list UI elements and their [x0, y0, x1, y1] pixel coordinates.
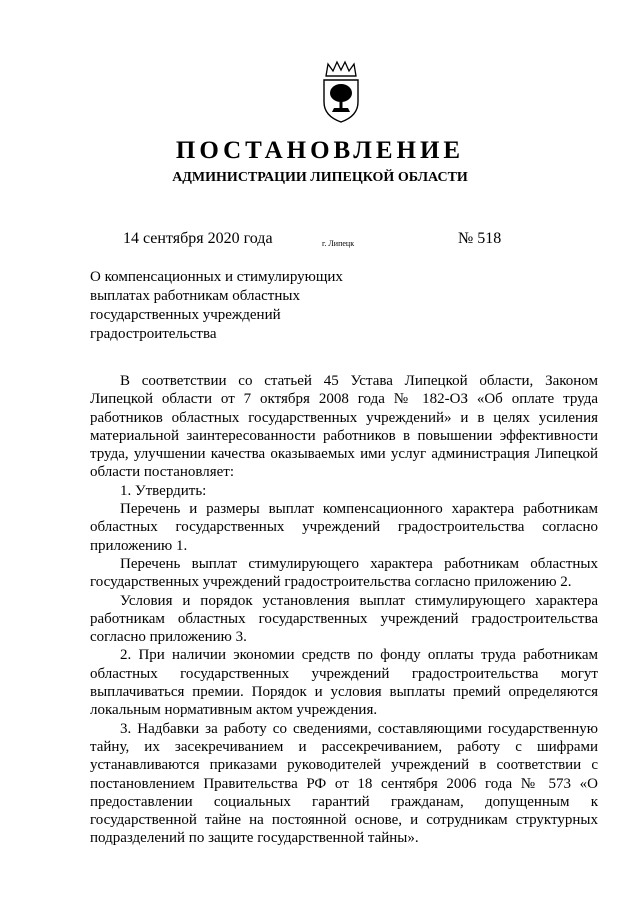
document-type-title: ПОСТАНОВЛЕНИЕ [175, 137, 465, 164]
body-paragraph: 1. Утвердить: [120, 482, 207, 499]
subject-line: градостроительства [90, 326, 217, 342]
body-paragraph: Перечень и размеры выплат компенсационного характера работникам областных государственных учреждений градостроительства согласно приложению 1. [90, 501, 598, 554]
document-subject [90, 268, 370, 344]
body-paragraph: Условия и порядок установления выплат стимулирующего характера работникам областных государственных учреждений градостроительства согласно приложению 3. [90, 592, 598, 646]
document-city: г. Липецк [322, 239, 355, 248]
document-date: 14 сентября 2020 года [123, 230, 273, 247]
subject-line: О компенсационных и стимулирующих [90, 269, 343, 285]
document-body [90, 372, 598, 848]
body-paragraph: 2. При наличии экономии средств по фонду оплаты труда работникам областных государственных учреждений градостроительства могут выплачиваться премии. Порядок и условия выплаты премий определяются локальным нормативным актом учреждения. [90, 647, 598, 719]
body-paragraph: Перечень выплат стимулирующего характера работникам областных государственных учреждений градостроительства согласно приложению 2. [90, 555, 598, 591]
subject-line: выплатах работникам областных [90, 288, 300, 304]
body-paragraph: 3. Надбавки за работу со сведениями, составляющими государственную тайну, их засекречиванием и рассекречиванием, работу с шифрами устанавливаются приказами руководителей учреждений в соответствии с постановлением Правительства РФ от 18 сентября 2006 года № 573 «О предоставлении социальных гарантий гражданам, допущенным к государственной тайне на постоянной основе, и сотрудникам структурных подразделений по защите государственной тайны». [90, 720, 598, 847]
subject-line: государственных учреждений [90, 307, 281, 323]
lipetsk-coat-of-arms-icon [318, 60, 364, 124]
issuer-title: АДМИНИСТРАЦИИ ЛИПЕЦКОЙ ОБЛАСТИ [172, 170, 468, 185]
body-paragraph: В соответствии со статьей 45 Устава Липецкой области, Законом Липецкой области от 7 октября 2008 года № 182-ОЗ «Об оплате труда работников областных государственных учреждений» и в целях усиления материальной заинтересованности работников в повышении эффективности труда, улучшении качества оказываемых ими услуг администрация Липецкой области постановляет: [90, 373, 598, 481]
document-number: № 518 [458, 230, 502, 247]
